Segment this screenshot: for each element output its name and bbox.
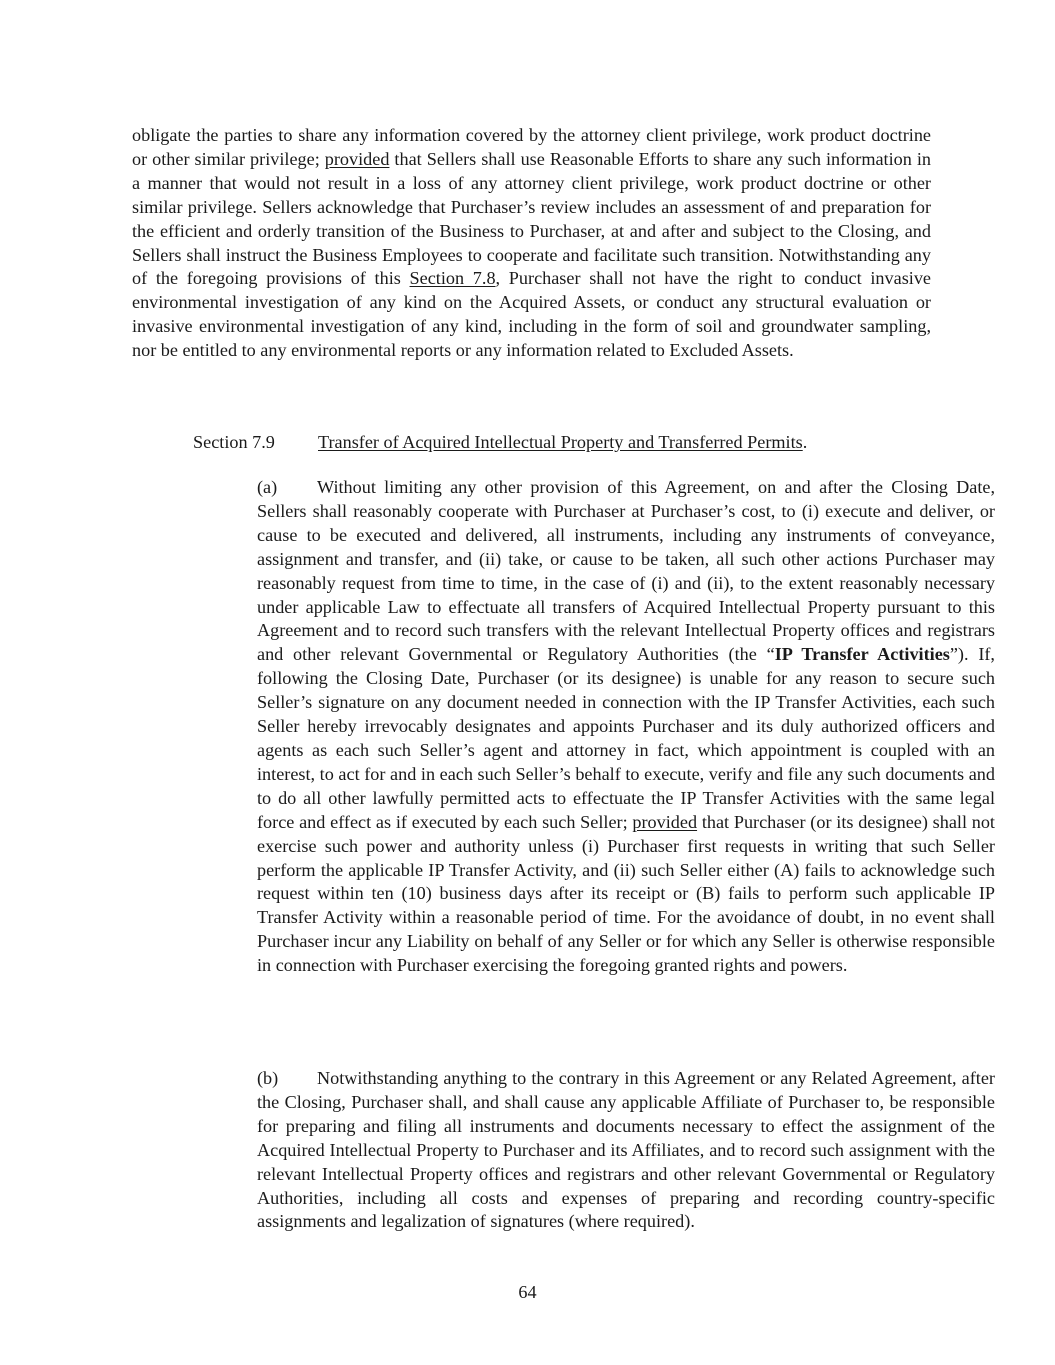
intro-text-part1: obligate the parties to share any information covered by the attorney client privilege, work product doctrine or other similar privilege;: [132, 125, 931, 169]
clause-a-text-part1: Without limiting any other provision of this Agreement, on and after the Closing Date, Sellers shall reasonably cooperate with Purchaser at Purchaser’s cost, to (i) execute and deliver, or cause to be executed and delivered, all instruments, including any instruments of conveyance, assignment and transfer, and (ii) take, or cause to be taken, all such other actions Purchaser may reasonably request from time to time, in the case of (i) and (ii), to the extent reasonably necessary under applicable Law to effectuate all transfers of Acquired Intellectual Property pursuant to this Agreement and to record such transfers with the relevant Intellectual Property offices and registrars and other relevant Governmental or Regulatory Authorities (the “: [257, 477, 995, 665]
intro-text-part3: , Purchaser shall not have the right to conduct invasive environmental investigation of any kind on the Acquired Assets, or conduct any structural evaluation or invasive environmental investigation of any kind, including in the form of soil and groundwater sampling, nor be entitled to any environmental reports or any information related to Excluded Assets.: [132, 268, 931, 361]
clause-b-text: Notwithstanding anything to the contrary in this Agreement or any Related Agreement, after the Closing, Purchaser shall, and shall cause any applicable Affiliate of Purchaser to, be responsible for preparing and filing all instruments and documents necessary to effect the assignment of the Acquired Intellectual Property to Purchaser and its Affiliates, and to record such assignment with the relevant Intellectual Property offices and registrars and other relevant Governmental or Regulatory Authorities, including all costs and expenses of preparing and recording country-specific assignments and legalization of signatures (where required).: [257, 1068, 995, 1232]
section-title: Transfer of Acquired Intellectual Property and Transferred Permits: [318, 432, 803, 452]
intro-text-part2: that Sellers shall use Reasonable Efforts to share any such information in a manner that would not result in a loss of any attorney client privilege, work product doctrine or other similar privilege. Sellers acknowledge that Purchaser’s review includes an assessment of and preparation for the efficient and orderly transition of the Business to Purchaser, at and after and subject to the Closing, and Sellers shall instruct the Business Employees to cooperate and facilitate such transition. Notwithstanding any of the foregoing provisions of this: [132, 148, 931, 289]
section-heading: [193, 431, 931, 455]
clause-a-text-part3: that Purchaser (or its designee) shall not exercise such power and authority unless (i) Purchaser first requests in writing that such Seller perform the applicable IP Transfer Activity, and (ii) such Seller either (A) fails to acknowledge such request within ten (10) business days after its receipt or (B) fails to perform such applicable IP Transfer Activity within a reasonable period of time. For the avoidance of doubt, in no event shall Purchaser incur any Liability on behalf of any Seller or for which any Seller is otherwise responsible in connection with Purchaser exercising the foregoing granted rights and powers.: [257, 811, 995, 976]
section-number: Section 7.9: [193, 432, 275, 452]
section-reference: Section 7.8: [409, 268, 496, 289]
clause-a-text-part2: ”). If, following the Closing Date, Purchaser (or its designee) is unable for any reason to secure such Seller’s signature on any document needed in connection with the IP Transfer Activities, each such Seller hereby irrevocably designates and appoints Purchaser and its duly authorized officers and agents as each such Seller’s agent and attorney in fact, which appointment is coupled with an interest, to act for and in each such Seller’s behalf to execute, verify and file any such documents and to do all other lawfully permitted acts to effectuate the IP Transfer Activities with the same legal force and effect as if executed by each such Seller;: [257, 644, 995, 832]
provided-term: provided: [632, 811, 698, 832]
section-title-period: .: [802, 432, 808, 452]
page-number: 64: [518, 1282, 537, 1302]
clause-a-paragraph: [193, 476, 995, 978]
clause-a-label: (a): [257, 477, 278, 497]
clause-b-label: (b): [257, 1068, 279, 1088]
clause-b-paragraph: [193, 1067, 995, 1234]
intro-paragraph: [132, 124, 931, 363]
defined-term: IP Transfer Activities: [774, 644, 950, 665]
provided-term: provided: [324, 148, 390, 169]
